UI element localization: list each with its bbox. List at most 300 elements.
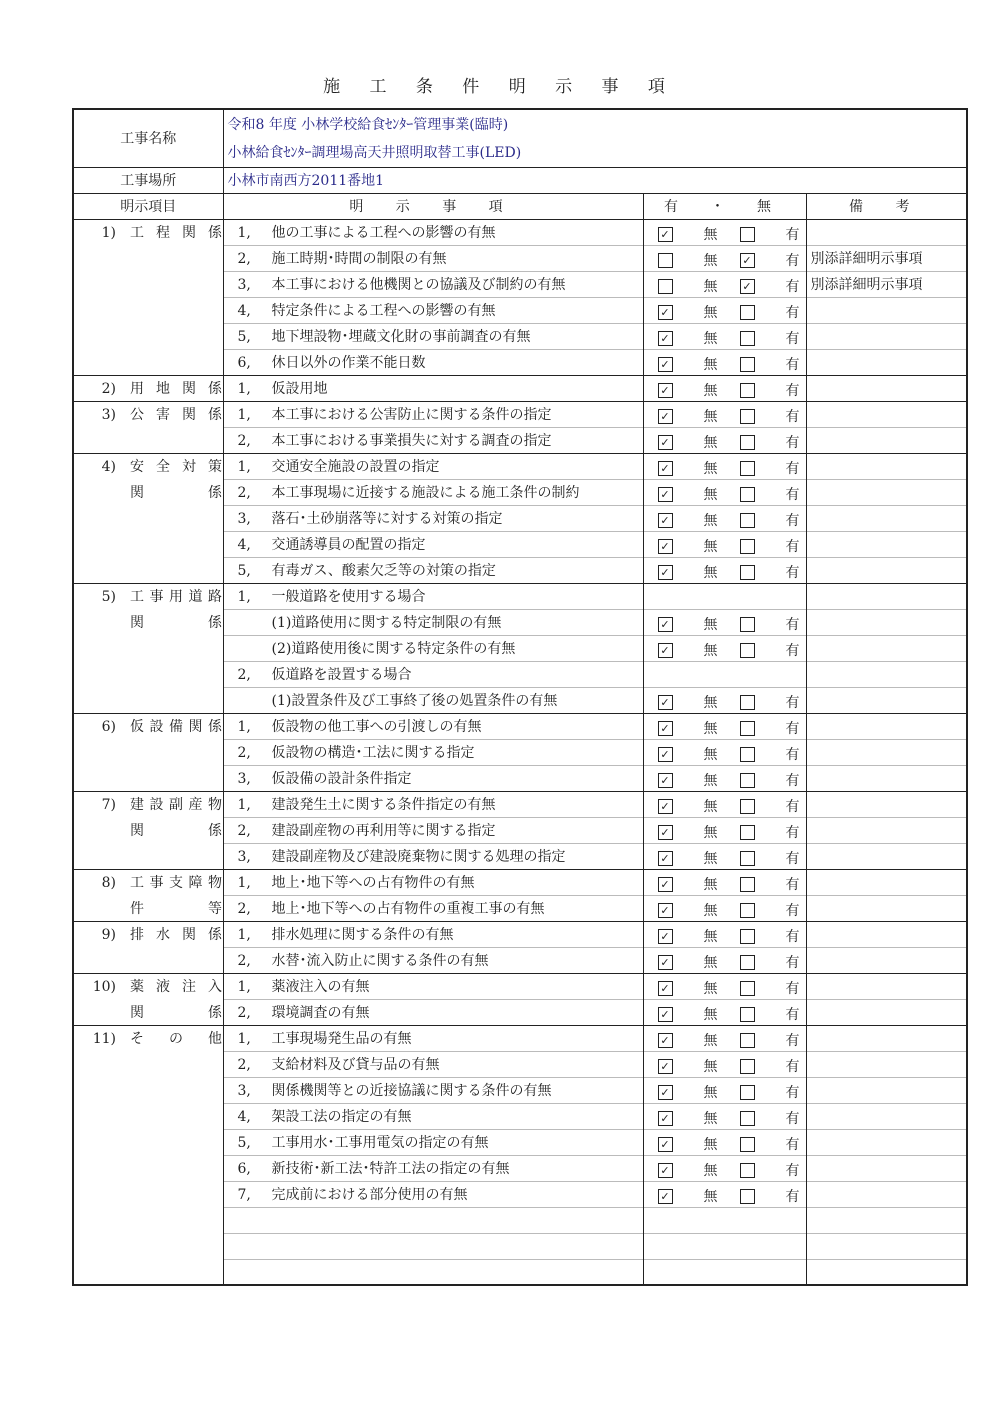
group-label-empty: [73, 245, 223, 271]
none-label: 無: [703, 434, 718, 451]
condition-text: [223, 271, 643, 297]
condition-label: 有毒ガス、酸素欠乏等の対策の指定: [271, 563, 496, 579]
none-checkbox[interactable]: ✓: [658, 305, 673, 320]
group-name: 工程関係: [130, 225, 222, 242]
condition-text: [223, 1207, 643, 1233]
none-label: 無: [703, 746, 718, 763]
none-label: 無: [703, 772, 718, 789]
none-checkbox[interactable]: ✓: [658, 695, 673, 710]
exist-label: 有: [785, 356, 800, 373]
exist-label: 有: [785, 980, 800, 997]
none-checkbox[interactable]: ✓: [658, 955, 673, 970]
exist-label: 有: [785, 1110, 800, 1127]
none-checkbox[interactable]: ✓: [658, 1189, 673, 1204]
none-checkbox[interactable]: ✓: [658, 617, 673, 632]
yes-no-cell: [643, 1051, 806, 1077]
condition-index: 5,: [237, 563, 251, 579]
group-label: [73, 401, 223, 427]
exist-checkbox[interactable]: [740, 955, 755, 970]
group-label-empty: [73, 687, 223, 713]
condition-text: [223, 297, 643, 323]
condition-text: [223, 973, 643, 999]
none-checkbox[interactable]: ✓: [658, 1007, 673, 1022]
condition-row: [73, 635, 967, 661]
group-label: [73, 583, 223, 609]
exist-label: 有: [785, 226, 800, 243]
group-label-empty: [73, 1181, 223, 1207]
note-cell: [806, 869, 967, 895]
condition-text: [223, 1025, 643, 1051]
condition-row: [73, 1259, 967, 1285]
condition-index: 2,: [237, 433, 251, 449]
none-label: 無: [703, 980, 718, 997]
note-cell: [806, 713, 967, 739]
condition-index: 6,: [237, 1161, 251, 1177]
condition-text: [223, 245, 643, 271]
exist-checkbox[interactable]: [740, 1137, 755, 1152]
none-checkbox[interactable]: ✓: [658, 461, 673, 476]
note-cell: 別添詳細明示事項: [806, 271, 967, 297]
none-checkbox[interactable]: ✓: [658, 1085, 673, 1100]
group-name-2: 関係: [130, 823, 222, 839]
exist-checkbox[interactable]: ✓: [740, 279, 755, 294]
condition-text: [223, 1129, 643, 1155]
group-name: 薬液注入: [130, 979, 222, 996]
group-label-empty: [73, 427, 223, 453]
condition-text: [223, 999, 643, 1025]
none-checkbox[interactable]: ✓: [658, 331, 673, 346]
group-label: [73, 219, 223, 245]
condition-label: 本工事における公害防止に関する条件の指定: [271, 407, 552, 423]
exist-checkbox[interactable]: [740, 383, 755, 398]
note-cell: [806, 921, 967, 947]
note-cell: [806, 739, 967, 765]
group-label-empty: [73, 557, 223, 583]
exist-checkbox[interactable]: [740, 825, 755, 840]
condition-text: [223, 219, 643, 245]
condition-text: [223, 947, 643, 973]
none-checkbox[interactable]: ✓: [658, 929, 673, 944]
group-label-empty: [73, 635, 223, 661]
exist-checkbox[interactable]: [740, 903, 755, 918]
exist-label: 有: [785, 902, 800, 919]
exist-checkbox[interactable]: [740, 487, 755, 502]
condition-label: 施工時期･時間の制限の有無: [271, 251, 447, 267]
exist-checkbox[interactable]: [740, 617, 755, 632]
exist-checkbox[interactable]: [740, 695, 755, 710]
none-checkbox[interactable]: ✓: [658, 981, 673, 996]
none-checkbox[interactable]: ✓: [658, 1163, 673, 1178]
condition-row: [73, 453, 967, 479]
none-checkbox[interactable]: ✓: [658, 409, 673, 424]
condition-label: 仮設用地: [271, 381, 328, 397]
condition-row: [73, 375, 967, 401]
yes-no-cell: [643, 635, 806, 661]
yes-no-cell: [643, 817, 806, 843]
condition-row: [73, 401, 967, 427]
yes-no-cell: [643, 1181, 806, 1207]
group-number: 2): [101, 381, 116, 397]
exist-checkbox[interactable]: [740, 461, 755, 476]
yes-no-cell: [643, 453, 806, 479]
none-checkbox[interactable]: [658, 279, 673, 294]
condition-row: [73, 297, 967, 323]
condition-index: 1,: [237, 875, 251, 891]
condition-row: [73, 1051, 967, 1077]
exist-checkbox[interactable]: [740, 799, 755, 814]
group-label-empty: [73, 661, 223, 687]
condition-index: 7,: [237, 1187, 251, 1203]
none-checkbox[interactable]: ✓: [658, 877, 673, 892]
group-label: [73, 375, 223, 401]
exist-label: 有: [785, 642, 800, 659]
condition-label: 建設副産物及び建設廃棄物に関する処理の指定: [271, 849, 566, 865]
none-checkbox[interactable]: ✓: [658, 903, 673, 918]
yes-no-cell: [643, 1025, 806, 1051]
exist-checkbox[interactable]: [740, 435, 755, 450]
group-number: 3): [101, 407, 116, 424]
condition-text: [223, 479, 643, 505]
group-number: 8): [101, 875, 116, 892]
none-label: 無: [703, 694, 718, 711]
note-cell: [806, 557, 967, 583]
note-cell: [806, 349, 967, 375]
exist-label: 有: [785, 460, 800, 477]
condition-label: 架設工法の指定の有無: [271, 1109, 412, 1125]
note-cell: [806, 219, 967, 245]
group-label-cont: [73, 479, 223, 505]
condition-text: [223, 505, 643, 531]
none-checkbox[interactable]: ✓: [658, 539, 673, 554]
condition-row: [73, 245, 967, 271]
group-name: 工事用道路: [130, 589, 222, 606]
none-label: 無: [703, 616, 718, 633]
group-name: その他: [130, 1031, 222, 1048]
group-label: [73, 453, 223, 479]
condition-index: 2,: [237, 667, 251, 683]
yes-no-cell: [643, 921, 806, 947]
exist-label: 有: [785, 564, 800, 581]
yes-no-cell: [643, 1155, 806, 1181]
condition-index: 2,: [237, 953, 251, 969]
condition-row: [73, 817, 967, 843]
condition-row: [73, 947, 967, 973]
condition-index: 1,: [237, 719, 251, 735]
exist-checkbox[interactable]: [740, 981, 755, 996]
group-name: 公害関係: [130, 407, 222, 424]
note-cell: [806, 635, 967, 661]
condition-text: [223, 349, 643, 375]
exist-checkbox[interactable]: [740, 565, 755, 580]
project-place-row: [73, 167, 967, 193]
yes-no-cell: [643, 661, 806, 687]
exist-checkbox[interactable]: [740, 747, 755, 762]
condition-text: [223, 557, 643, 583]
condition-row: [73, 271, 967, 297]
note-cell: [806, 505, 967, 531]
condition-label: 新技術･新工法･特許工法の指定の有無: [271, 1161, 510, 1177]
condition-label: 仮設物の他工事への引渡しの有無: [271, 719, 482, 735]
yes-no-cell: [643, 427, 806, 453]
note-cell: [806, 583, 967, 609]
none-checkbox[interactable]: ✓: [658, 357, 673, 372]
condition-row: [73, 739, 967, 765]
none-label: 無: [703, 278, 718, 295]
group-label: [73, 713, 223, 739]
condition-row: [73, 1155, 967, 1181]
group-label-cont: [73, 817, 223, 843]
condition-row: [73, 557, 967, 583]
condition-label: 特定条件による工程への影響の有無: [271, 303, 496, 319]
exist-checkbox[interactable]: ✓: [740, 253, 755, 268]
yes-no-cell: [643, 1103, 806, 1129]
none-label: 無: [703, 642, 718, 659]
exist-checkbox[interactable]: [740, 929, 755, 944]
exist-checkbox[interactable]: [740, 851, 755, 866]
yes-no-cell: [643, 323, 806, 349]
condition-text: [223, 739, 643, 765]
note-cell: [806, 973, 967, 999]
none-label: 無: [703, 798, 718, 815]
none-checkbox[interactable]: ✓: [658, 513, 673, 528]
project-name-row: [73, 109, 967, 138]
condition-row: [73, 1103, 967, 1129]
group-label-empty: [73, 1077, 223, 1103]
none-checkbox[interactable]: ✓: [658, 227, 673, 242]
exist-checkbox[interactable]: [740, 1189, 755, 1204]
none-checkbox[interactable]: ✓: [658, 1111, 673, 1126]
none-label: 無: [703, 460, 718, 477]
exist-label: 有: [785, 486, 800, 503]
exist-checkbox[interactable]: [740, 227, 755, 242]
condition-text: [223, 531, 643, 557]
exist-label: 有: [785, 798, 800, 815]
condition-label: 一般道路を使用する場合: [271, 589, 426, 605]
exist-label: 有: [785, 278, 800, 295]
none-checkbox[interactable]: ✓: [658, 1033, 673, 1048]
none-label: 無: [703, 1084, 718, 1101]
yes-no-cell: [643, 1129, 806, 1155]
exist-label: 有: [785, 1136, 800, 1153]
condition-label: 他の工事による工程への影響の有無: [271, 225, 496, 241]
condition-index: 4,: [237, 537, 251, 553]
exist-checkbox[interactable]: [740, 513, 755, 528]
condition-index: 1,: [237, 381, 251, 397]
exist-checkbox[interactable]: [740, 357, 755, 372]
condition-label: 本工事現場に近接する施設による施工条件の制約: [271, 485, 580, 501]
exist-label: 有: [785, 1032, 800, 1049]
exist-label: 有: [785, 616, 800, 633]
exist-label: 有: [785, 720, 800, 737]
project-place-value: 小林市南西方2011番地1: [223, 167, 967, 193]
yes-no-cell: [643, 583, 806, 609]
none-checkbox[interactable]: ✓: [658, 747, 673, 762]
condition-row: [73, 895, 967, 921]
condition-index: 2,: [237, 901, 251, 917]
condition-row: [73, 479, 967, 505]
condition-text: [223, 427, 643, 453]
condition-index: 3,: [237, 1083, 251, 1099]
condition-row: [73, 843, 967, 869]
none-label: 無: [703, 538, 718, 555]
group-label-empty: [73, 1259, 223, 1285]
col-header-note: 備 考: [806, 193, 967, 219]
condition-text: [223, 609, 643, 635]
none-label: 無: [703, 1006, 718, 1023]
none-label: 無: [703, 486, 718, 503]
yes-no-cell: [643, 713, 806, 739]
condition-row: [73, 323, 967, 349]
none-checkbox[interactable]: ✓: [658, 773, 673, 788]
note-cell: [806, 1051, 967, 1077]
condition-row: [73, 661, 967, 687]
exist-label: 有: [785, 1188, 800, 1205]
condition-label: (1)設置条件及び工事終了後の処置条件の有無: [271, 693, 558, 709]
none-checkbox[interactable]: ✓: [658, 721, 673, 736]
project-name-label: 工事名称: [73, 109, 223, 167]
conditions-table: [72, 108, 968, 1286]
exist-checkbox[interactable]: [740, 539, 755, 554]
none-checkbox[interactable]: ✓: [658, 851, 673, 866]
condition-index: 2,: [237, 251, 251, 267]
none-checkbox[interactable]: ✓: [658, 643, 673, 658]
group-name-2: 関係: [130, 485, 222, 501]
none-label: 無: [703, 408, 718, 425]
condition-text: [223, 1233, 643, 1259]
group-label-empty: [73, 765, 223, 791]
none-label: 無: [703, 226, 718, 243]
yes-no-cell: [643, 531, 806, 557]
none-label: 無: [703, 330, 718, 347]
exist-checkbox[interactable]: [740, 305, 755, 320]
none-label: 無: [703, 1188, 718, 1205]
condition-text: [223, 583, 643, 609]
condition-text: [223, 765, 643, 791]
yes-no-cell: [643, 973, 806, 999]
exist-checkbox[interactable]: [740, 1007, 755, 1022]
project-name-line1: 令和8 年度 小林学校給食ｾﾝﾀｰ管理事業(臨時): [223, 109, 967, 138]
yes-no-cell: [643, 349, 806, 375]
group-label: [73, 973, 223, 999]
group-number: 11): [92, 1031, 116, 1048]
condition-label: 本工事における事業損失に対する調査の指定: [271, 433, 552, 449]
exist-checkbox[interactable]: [740, 1033, 755, 1048]
exist-label: 有: [785, 746, 800, 763]
none-label: 無: [703, 356, 718, 373]
exist-label: 有: [785, 304, 800, 321]
condition-index: 2,: [237, 745, 251, 761]
none-label: 無: [703, 1162, 718, 1179]
none-label: 無: [703, 954, 718, 971]
condition-index: 4,: [237, 303, 251, 319]
exist-checkbox[interactable]: [740, 721, 755, 736]
condition-row: [73, 999, 967, 1025]
condition-index: 1,: [237, 225, 251, 241]
none-checkbox[interactable]: ✓: [658, 383, 673, 398]
exist-label: 有: [785, 928, 800, 945]
exist-label: 有: [785, 1084, 800, 1101]
note-cell: [806, 765, 967, 791]
condition-label: 仮設物の構造･工法に関する指定: [271, 745, 475, 761]
col-header-detail: 明 示 事 項: [223, 193, 643, 219]
group-number: 9): [101, 927, 116, 944]
condition-row: [73, 1129, 967, 1155]
condition-label: 休日以外の作業不能日数: [271, 355, 426, 371]
group-label-empty: [73, 739, 223, 765]
group-number: 7): [101, 797, 116, 814]
group-number: 5): [101, 589, 116, 606]
none-checkbox[interactable]: ✓: [658, 1059, 673, 1074]
condition-index: 1,: [237, 927, 251, 943]
group-label-cont: [73, 999, 223, 1025]
none-label: 無: [703, 928, 718, 945]
exist-checkbox[interactable]: [740, 643, 755, 658]
condition-label: 交通安全施設の設置の指定: [271, 459, 440, 475]
note-cell: [806, 661, 967, 687]
yes-no-cell: [643, 869, 806, 895]
condition-label: 完成前における部分使用の有無: [271, 1187, 468, 1203]
condition-label: 水替･流入防止に関する条件の有無: [271, 953, 489, 969]
exist-checkbox[interactable]: [740, 331, 755, 346]
condition-row: [73, 583, 967, 609]
none-checkbox[interactable]: ✓: [658, 825, 673, 840]
exist-checkbox[interactable]: [740, 409, 755, 424]
condition-text: [223, 1077, 643, 1103]
exist-checkbox[interactable]: [740, 1059, 755, 1074]
condition-row: [73, 869, 967, 895]
none-label: 無: [703, 1136, 718, 1153]
condition-text: [223, 323, 643, 349]
note-cell: [806, 817, 967, 843]
group-label-empty: [73, 1155, 223, 1181]
condition-text: [223, 713, 643, 739]
none-label: 無: [703, 1032, 718, 1049]
condition-label: 建設発生土に関する条件指定の有無: [271, 797, 496, 813]
col-header-item: 明示項目: [73, 193, 223, 219]
condition-index: 3,: [237, 849, 251, 865]
none-checkbox[interactable]: ✓: [658, 435, 673, 450]
none-checkbox[interactable]: ✓: [658, 487, 673, 502]
exist-checkbox[interactable]: [740, 1085, 755, 1100]
none-checkbox[interactable]: ✓: [658, 799, 673, 814]
condition-text: [223, 375, 643, 401]
condition-label: 本工事における他機関との協議及び制約の有無: [271, 277, 566, 293]
none-checkbox[interactable]: [658, 253, 673, 268]
note-cell: [806, 427, 967, 453]
exist-label: 有: [785, 772, 800, 789]
none-label: 無: [703, 382, 718, 399]
condition-index: 4,: [237, 1109, 251, 1125]
none-checkbox[interactable]: ✓: [658, 565, 673, 580]
exist-checkbox[interactable]: [740, 773, 755, 788]
condition-index: 2,: [237, 1057, 251, 1073]
condition-text: [223, 869, 643, 895]
exist-checkbox[interactable]: [740, 877, 755, 892]
exist-checkbox[interactable]: [740, 1111, 755, 1126]
none-checkbox[interactable]: ✓: [658, 1137, 673, 1152]
exist-checkbox[interactable]: [740, 1163, 755, 1178]
note-cell: [806, 323, 967, 349]
note-cell: [806, 401, 967, 427]
group-label-empty: [73, 1207, 223, 1233]
condition-text: [223, 1155, 643, 1181]
yes-no-cell: [643, 245, 806, 271]
condition-label: 工事現場発生品の有無: [271, 1031, 412, 1047]
condition-index: 1,: [237, 797, 251, 813]
yes-no-cell: [643, 609, 806, 635]
condition-index: 1,: [237, 459, 251, 475]
condition-label: 地下埋設物･埋蔵文化財の事前調査の有無: [271, 329, 531, 345]
